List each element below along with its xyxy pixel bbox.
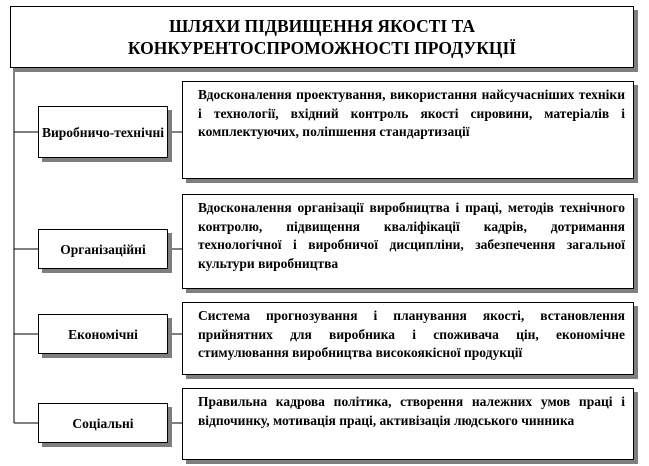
category-label: Економічні xyxy=(68,326,138,342)
description-text: Правильна кадрова політика, створення належних умов праці і відпочинку, мотивація праці, активізація людського чинника xyxy=(198,394,625,428)
description-box xyxy=(182,81,634,179)
diagram-title-box xyxy=(10,6,634,68)
description-box xyxy=(182,194,634,289)
category-label: Соціальні xyxy=(72,415,134,431)
description-text: Система прогнозування і планування якості, встановлення прийнятних для виробника і споживача цін, економічне стимулювання виробництва високоякісної продукції xyxy=(198,308,625,360)
category-box xyxy=(38,106,168,158)
category-box xyxy=(38,229,168,269)
description-text: Вдосконалення проектування, використання найсучасніших техніки і технології, вхідний контроль якості сировини, матеріалів і комплектуючих, поліпшення стандартизації xyxy=(198,87,625,139)
category-box xyxy=(38,314,168,354)
category-box xyxy=(38,403,168,443)
category-label: Організаційні xyxy=(60,241,146,257)
description-box xyxy=(182,302,634,375)
category-label: Виробничо-технічні xyxy=(42,124,164,140)
description-text: Вдосконалення організації виробництва і праці, методів технічного контролю, підвищення кваліфікації кадрів, дотримання технологічної і виробничої дисципліни, забезпечення загальної культури виробництва xyxy=(198,200,625,271)
description-box xyxy=(182,388,634,460)
diagram-title: ШЛЯХИ ПІДВИЩЕННЯ ЯКОСТІ ТА КОНКУРЕНТОСПРОМОЖНОСТІ ПРОДУКЦІЇ xyxy=(127,16,517,58)
